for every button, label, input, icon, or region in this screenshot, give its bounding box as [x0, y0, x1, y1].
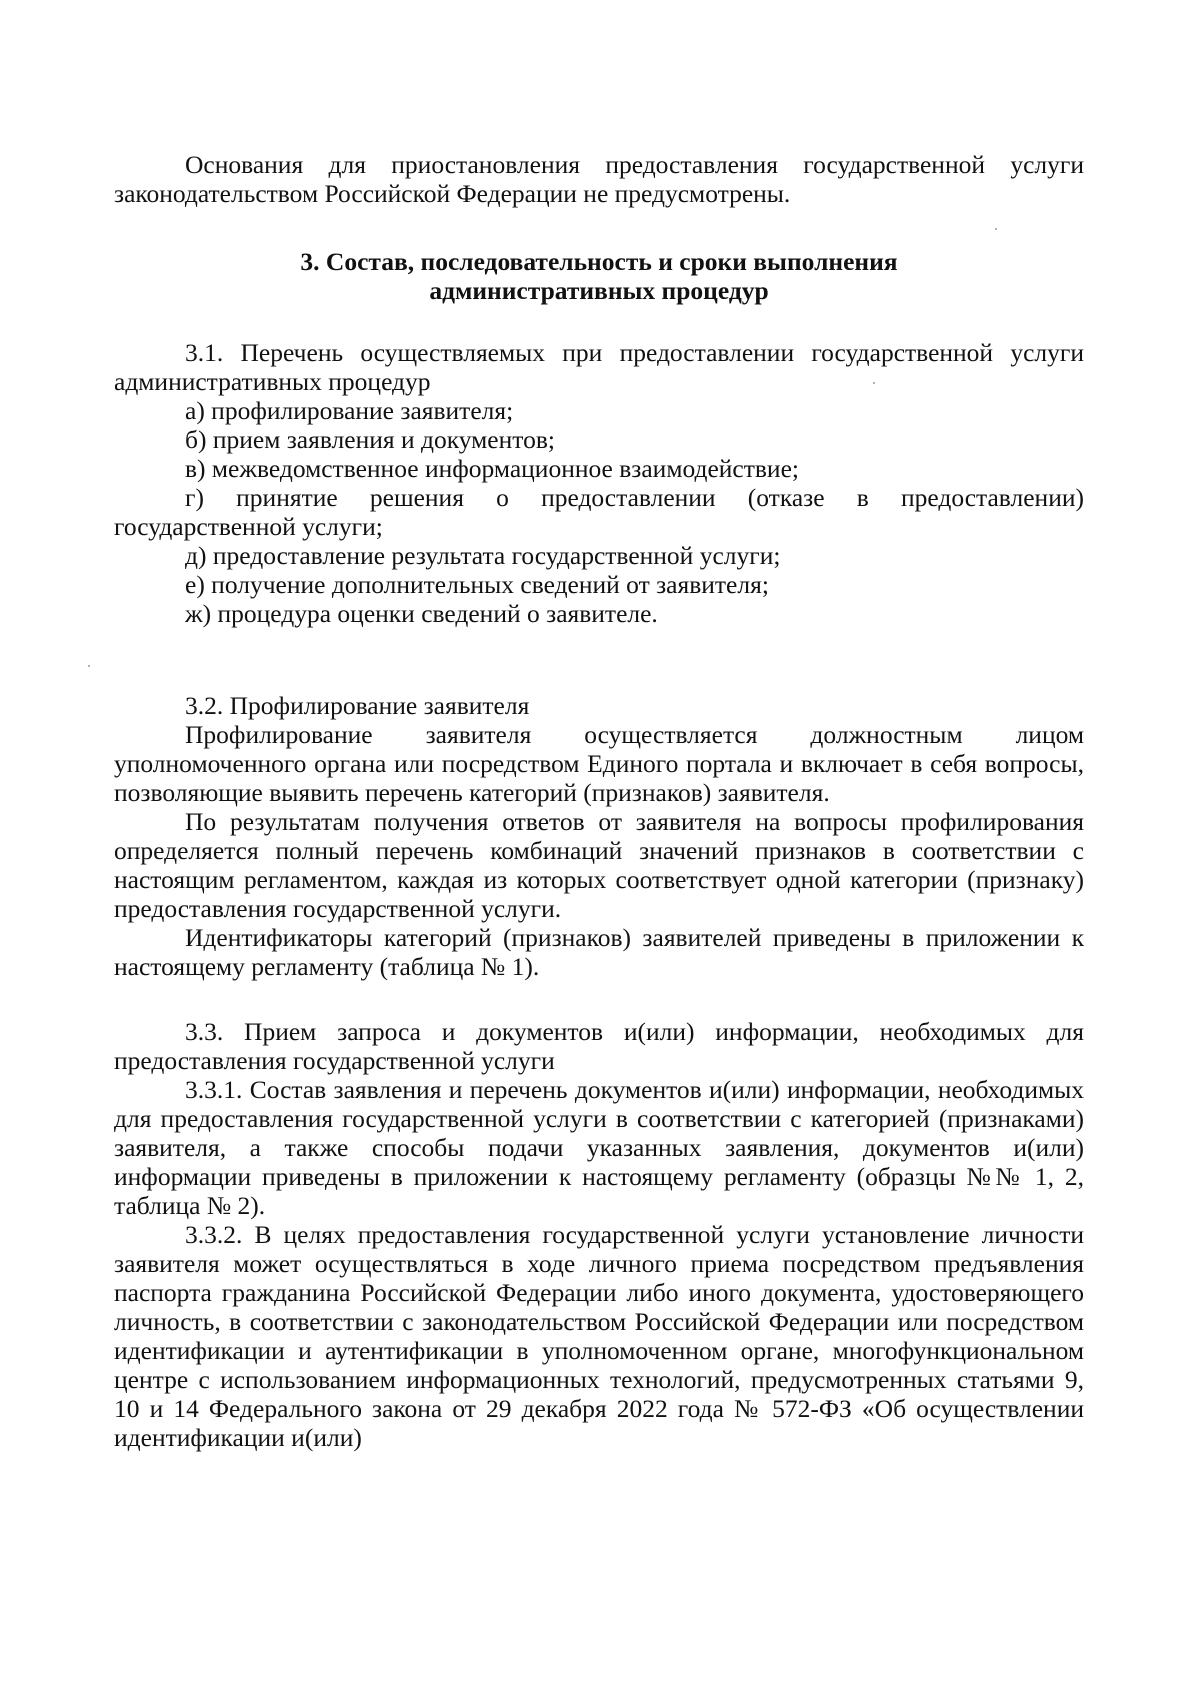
- section-3-title-line2: административных процедур: [429, 276, 769, 305]
- section-3-2-paragraph: Профилирование заявителя осуществляется должностным лицом уполномоченного органа или посредством Единого портала и включает в себя вопросы, позволяющие выявить перечень категорий (признаков) заявителя.: [114, 720, 1084, 807]
- intro-paragraph: Основания для приостановления предоставления государственной услуги законодательством Российской Федерации не предусмотрены.: [114, 150, 1084, 208]
- section-3-1-text: 3.1. Перечень осуществляемых при предоставлении государственной услуги административных процедур: [114, 338, 1084, 396]
- section-3-2-paragraph: Идентификаторы категорий (признаков) заявителей приведены в приложении к настоящему регламенту (таблица № 1).: [114, 923, 1084, 981]
- section-3-3-paragraph: 3.3.2. В целях предоставления государственной услуги установление личности заявителя может осуществляться в ходе личного приема посредством предъявления паспорта гражданина Российской Федерации либо иного документа, удостоверяющего личность, в соответствии с законодательством Российской Федерации или посредством идентификации и аутентификации в уполномоченном органе, многофункциональном центре с использованием информационных технологий, предусмотренных статьями 9, 10 и 14 Федерального закона от 29 декабря 2022 года № 572-ФЗ «Об осуществлении идентификации и(или): [114, 1220, 1084, 1452]
- intro-block: [114, 150, 1084, 208]
- section-3-2-title: 3.2. Профилирование заявителя: [185, 691, 530, 720]
- procedure-item: б) прием заявления и документов;: [185, 425, 555, 454]
- scan-speck: [995, 228, 997, 230]
- procedure-item: д) предоставление результата государственной услуги;: [185, 541, 781, 570]
- section-3-3-paragraph: 3.3.1. Состав заявления и перечень документов и(или) информации, необходимых для предоставления государственной услуги в соответствии с категорией (признаками) заявителя, а также способы подачи указанных заявления, документов и(или) информации приведены в приложении к настоящему регламенту (образцы №№ 1, 2, таблица № 2).: [114, 1075, 1084, 1220]
- procedure-item: в) межведомственное информационное взаимодействие;: [185, 454, 799, 483]
- procedure-item: е) получение дополнительных сведений от заявителя;: [185, 570, 769, 599]
- section-3-heading: [114, 247, 1084, 305]
- section-3-2: [114, 691, 1084, 981]
- section-3-3-title: 3.3. Прием запроса и документов и(или) информации, необходимых для предоставления государственной услуги: [114, 1017, 1084, 1075]
- section-3-1: [114, 338, 1084, 628]
- section-3-title-line1: 3. Состав, последовательность и сроки выполнения: [300, 247, 898, 276]
- scan-speck: [88, 665, 90, 667]
- procedure-item: ж) процедура оценки сведений о заявителе.: [185, 599, 658, 628]
- section-3-2-paragraph: По результатам получения ответов от заявителя на вопросы профилирования определяется полный перечень комбинаций значений признаков в соответствии с настоящим регламентом, каждая из которых соответствует одной категории (признаку) предоставления государственной услуги.: [114, 807, 1084, 923]
- section-3-3: [114, 1017, 1084, 1452]
- procedure-item: г) принятие решения о предоставлении (отказе в предоставлении) государственной услуги;: [114, 483, 1084, 541]
- procedure-item: а) профилирование заявителя;: [185, 396, 514, 425]
